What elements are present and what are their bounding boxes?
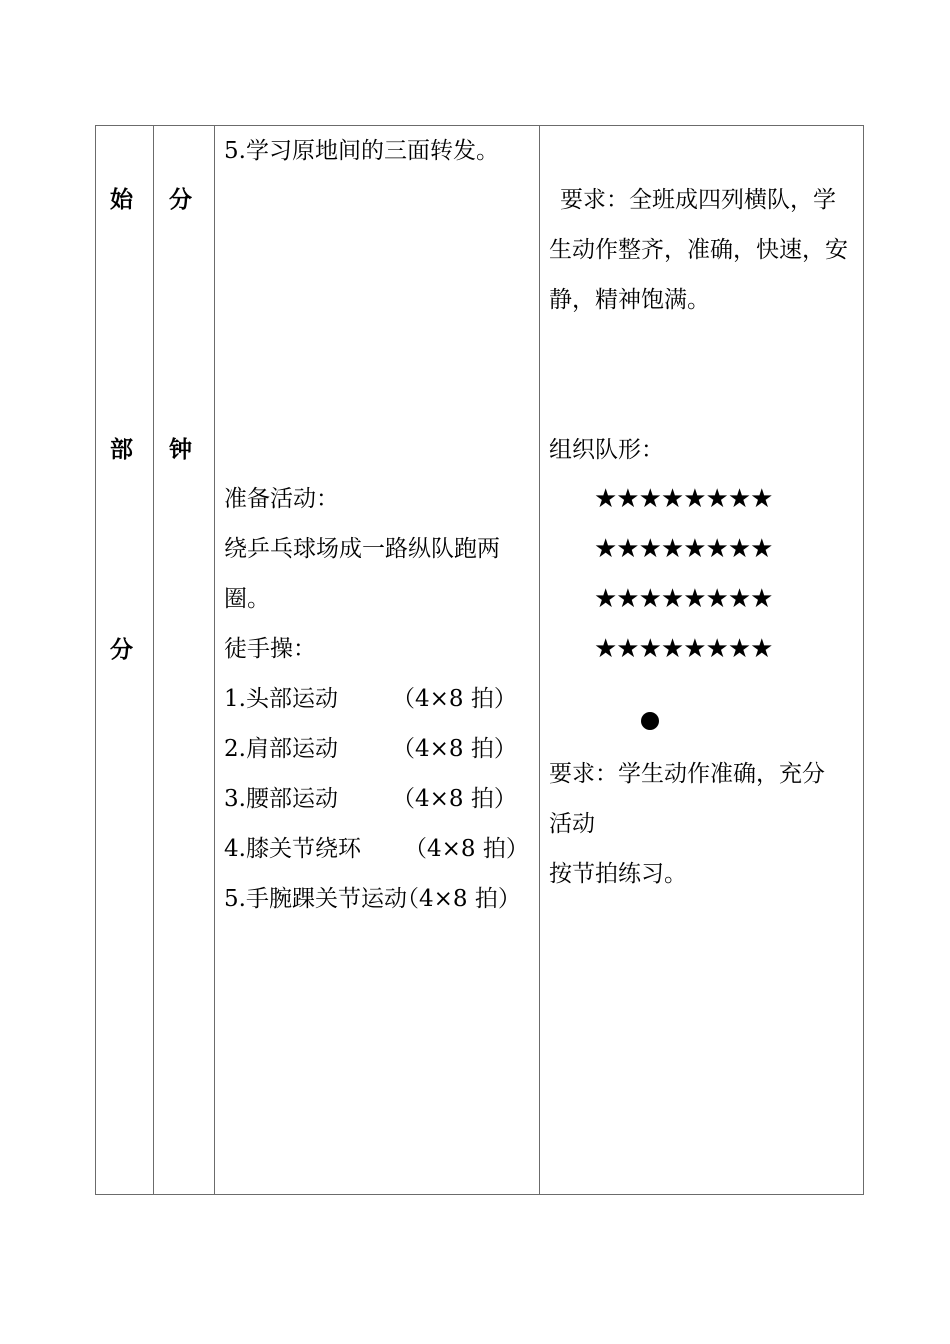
exercise-row [224, 724, 534, 774]
section-label-char-1: 始 [110, 186, 133, 213]
requirement-1-line-2: 生动作整齐，准确，快速，安 [549, 237, 848, 263]
exercise-row [224, 674, 534, 724]
column-divider-3 [539, 126, 540, 1194]
content-item-turn: 5.学习原地间的三面转发。 [224, 138, 499, 164]
requirement-2-line-1: 要求：学生动作准确，充分 [549, 761, 825, 787]
exercise-row [224, 874, 534, 924]
section-label-char-3: 分 [110, 636, 133, 663]
time-label-char-2: 钟 [169, 436, 192, 463]
exercise-name: 1.头部运动 [224, 686, 338, 712]
exercise-name: 5.手腕踝关节运动 [224, 886, 407, 912]
exercise-row [224, 824, 534, 874]
exercise-beats: （4×8 拍） [392, 786, 517, 812]
exercise-name: 3.腰部运动 [224, 786, 338, 812]
warmup-title: 准备活动： [224, 486, 339, 512]
warmup-line-1: 绕乒乓球场成一路纵队跑两 [224, 536, 500, 562]
formation-star-row: ★★★★★★★★ [594, 584, 773, 614]
formation-star-row: ★★★★★★★★ [594, 634, 773, 664]
requirement-2-line-2: 活动 [549, 811, 595, 837]
formation-star-row: ★★★★★★★★ [594, 484, 773, 514]
column-divider-2 [214, 126, 215, 1194]
exercise-beats: （4×8 拍） [396, 886, 521, 912]
requirement-2-line-3: 按节拍练习。 [549, 861, 687, 887]
column-divider-1 [153, 126, 154, 1194]
warmup-line-2: 圈。 [224, 586, 270, 612]
exercise-name: 4.膝关节绕环 [224, 836, 361, 862]
requirement-1-line-3: 静，精神饱满。 [549, 287, 710, 313]
exercise-beats: （4×8 拍） [392, 736, 517, 762]
formation-star-row: ★★★★★★★★ [594, 534, 773, 564]
exercise-name: 2.肩部运动 [224, 736, 338, 762]
time-label-char-1: 分 [169, 186, 192, 213]
exercise-beats: （4×8 拍） [392, 686, 517, 712]
exercise-title: 徒手操： [224, 636, 316, 662]
exercise-row [224, 774, 534, 824]
requirement-1-line-1: 要求：全班成四列横队，学 [560, 187, 836, 213]
formation-title: 组织队形： [549, 437, 664, 463]
section-label-char-2: 部 [110, 436, 133, 463]
exercise-beats: （4×8 拍） [404, 836, 529, 862]
teacher-position-dot-icon [641, 712, 659, 730]
